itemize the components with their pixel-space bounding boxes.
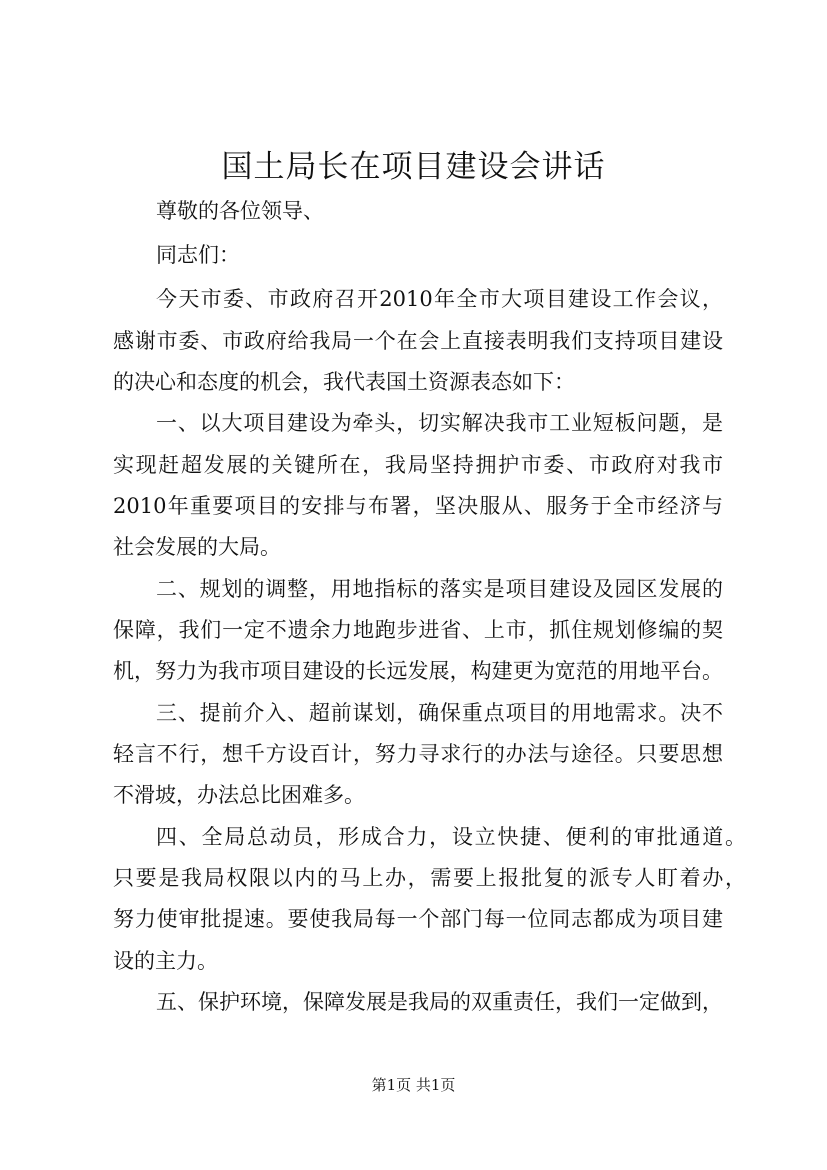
paragraph-1-line-3: 的决心和态度的机会，我代表国土资源表态如下： [113, 370, 575, 394]
paragraph-4-line-3: 不滑坡，办法总比困难多。 [113, 783, 365, 807]
paragraph-3-line-3: 机，努力为我市项目建设的长远发展，构建更为宽范的用地平台。 [113, 659, 723, 683]
paragraph-1-line-2: 感谢市委、市政府给我局一个在会上直接表明我们支持项目建设 [113, 329, 723, 353]
paragraph-1-line-1: 今天市委、市政府召开2010年全市大项目建设工作会议， [156, 287, 723, 311]
paragraph-4-line-2: 轻言不行，想千方设百计，努力寻求行的办法与途径。只要思想 [113, 742, 723, 766]
paragraph-3-line-1: 二、规划的调整，用地指标的落实是项目建设及园区发展的 [156, 577, 723, 601]
paragraph-3-line-2: 保障，我们一定不遗余力地跑步进省、上市，抓住规划修编的契 [113, 618, 723, 642]
paragraph-2-line-2: 实现赶超发展的关键所在，我局坚持拥护市委、市政府对我市 [113, 453, 723, 477]
paragraph-5-line-1: 四、全局总动员，形成合力，设立快捷、便利的审批通道。 [156, 825, 746, 849]
paragraph-6-line-1: 五、保护环境，保障发展是我局的双重责任，我们一定做到， [156, 990, 723, 1014]
paragraph-5-line-2: 只要是我局权限以内的马上办，需要上报批复的派专人盯着办， [113, 866, 746, 890]
salutation-line-2: 同志们： [156, 243, 240, 267]
document-title: 国土局长在项目建设会讲话 [221, 149, 606, 185]
paragraph-5-line-3: 努力使审批提速。要使我局每一个部门每一位同志都成为项目建 [113, 907, 723, 931]
paragraph-2-line-1: 一、以大项目建设为牵头，切实解决我市工业短板问题，是 [156, 411, 723, 435]
paragraph-2-line-4: 社会发展的大局。 [113, 535, 281, 559]
salutation-line-1: 尊敬的各位领导、 [156, 199, 324, 223]
paragraph-5-line-4: 设的主力。 [113, 949, 218, 973]
paragraph-4-line-1: 三、提前介入、超前谋划，确保重点项目的用地需求。决不 [156, 701, 723, 725]
paragraph-2-line-3: 2010年重要项目的安排与布署，坚决服从、服务于全市经济与 [113, 494, 723, 518]
page-footer: 第1页 共1页 [371, 1076, 456, 1094]
